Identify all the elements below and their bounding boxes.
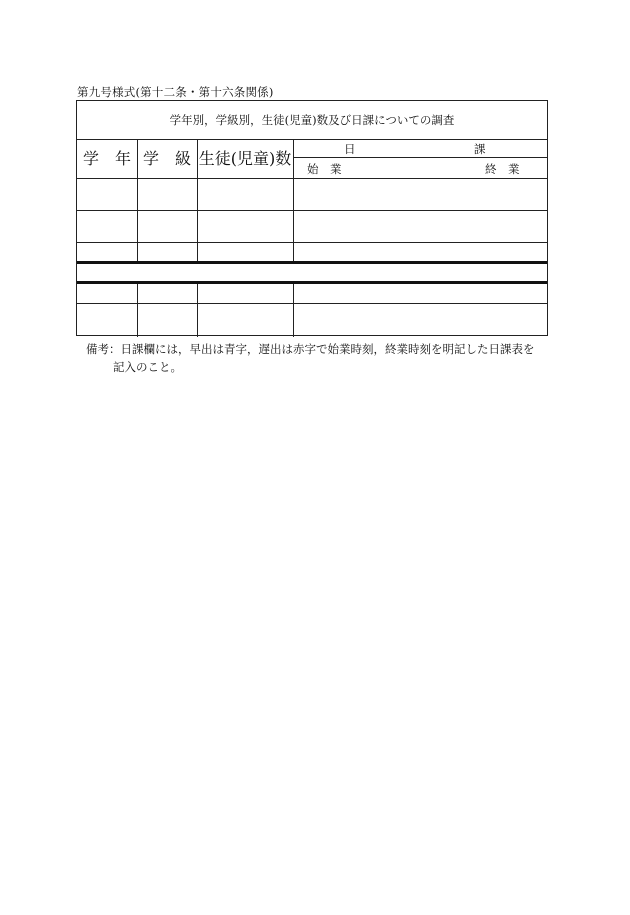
remarks-line-1: 日課欄には，早出は青字，遅出は赤字で始業時刻，終業時刻を明記した日課表を xyxy=(120,342,535,356)
row-line xyxy=(77,210,547,211)
form-number: 第九号様式(第十二条・第十六条関係) xyxy=(77,85,274,99)
col-line xyxy=(137,139,138,261)
header-start: 始 業 xyxy=(307,162,342,176)
header-schedule-left: 日 xyxy=(344,142,356,156)
row-line xyxy=(77,242,547,243)
header-schedule-right: 課 xyxy=(474,142,486,156)
col-line xyxy=(197,139,198,261)
survey-table xyxy=(76,100,548,336)
remarks-line-2: 記入のこと。 xyxy=(113,360,182,374)
header-end: 終 業 xyxy=(485,162,520,176)
remarks xyxy=(86,340,535,358)
col-line xyxy=(293,139,294,261)
schedule-divider xyxy=(293,157,547,158)
header-grade: 学 年 xyxy=(82,149,131,168)
table-break-bottom xyxy=(77,281,547,284)
col-line xyxy=(197,284,198,337)
header-class: 学 級 xyxy=(142,149,191,168)
table-title: 学年別，学級別，生徒(児童)数及び日課についての調査 xyxy=(77,101,547,140)
remarks-label: 備考： xyxy=(86,342,121,356)
col-line xyxy=(137,284,138,337)
row-line xyxy=(77,178,547,179)
row-line xyxy=(77,303,547,304)
col-line xyxy=(293,284,294,337)
table-break-top xyxy=(77,261,547,264)
header-students: 生徒(児童)数 xyxy=(198,149,292,168)
